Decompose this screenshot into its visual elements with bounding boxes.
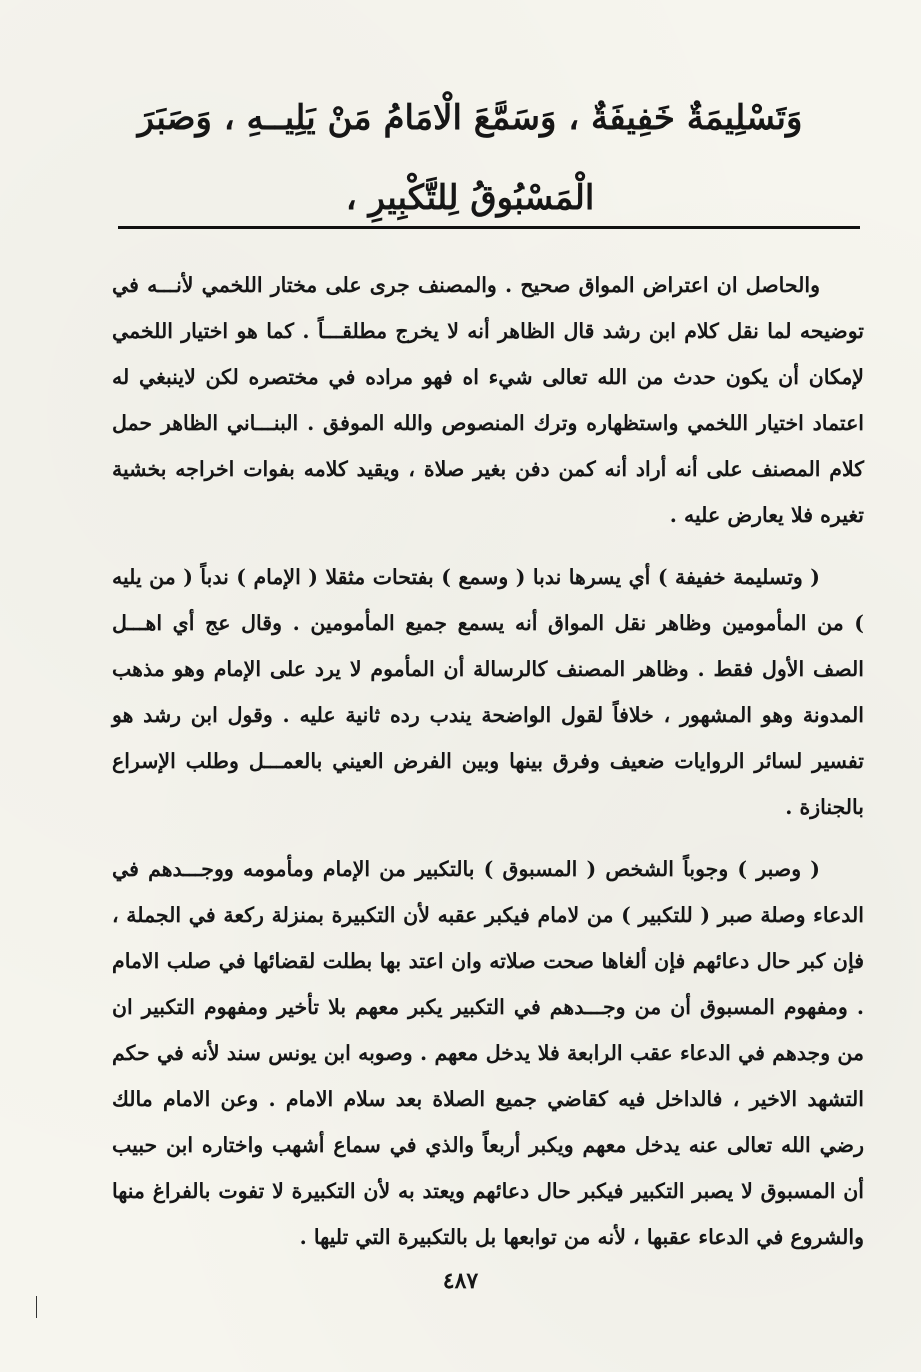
commentary-body <box>112 262 864 1276</box>
matn-heading-line-2: الْمَسْبُوقُ لِلتَّكْبِيرِ ، <box>345 178 595 218</box>
matn-heading-line-1: وَتَسْلِيمَةٌ خَفِيفَةٌ ، وَسَمَّعَ الْامَامُ مَنْ يَلِيــهِ ، وَصَبَرَ <box>137 98 803 138</box>
page-number: ٤٨٧ <box>442 1268 479 1294</box>
heading-divider <box>118 226 860 229</box>
margin-mark <box>36 1296 37 1318</box>
matn-heading <box>110 78 830 238</box>
paragraph-1: والحاصل ان اعتراض المواق صحيح . والمصنف جرى على مختار اللخمي لأنـــه في توضيحه لما نقل كلام ابن رشد قال الظاهر أنه لا يخرج مطلقـــاً . كما هو اختيار اللخمي لإمكان أن يكون حدث من الله تعالى شيء اه فهو مراده في مختصره لكن لاينبغي له اعتماد اختيار اللخمي واستظهاره وترك المنصوص والله الموفق . البنـــاني الظاهر حمل كلام المصنف على أنه أراد أنه كمن دفن بغير صلاة ، ويقيد كلامه بفوات اخراجه بخشية تغيره فلا يعارض عليه . <box>112 273 864 527</box>
paragraph-2: ( وتسليمة خفيفة ) أي يسرها ندبا ( وسمع ) بفتحات مثقلا ( الإمام ) ندباً ( من يليه ) من المأمومين وظاهر نقل المواق أنه يسمع جميع المأمومين . وقال عج أي اهـــل الصف الأول فقط . وظاهر المصنف كالرسالة أن المأموم لا يرد على الإمام وهو مذهب المدونة وهو المشهور ، خلافاً لقول الواضحة يندب رده ثانية عليه . وقول ابن رشد هو تفسير لسائر الروايات ضعيف وفرق بينها وبين الفرض العيني بالعمـــل وطلب الإسراع بالجنازة . <box>112 565 864 819</box>
paragraph-3: ( وصبر ) وجوباً الشخص ( المسبوق ) بالتكبير من الإمام ومأمومه ووجـــدهم في الدعاء وصلة صبر ( للتكبير ) من لامام فيكبر عقبه لأن التكبيرة بمنزلة ركعة في الجملة ، فإن كبر حال دعائهم فإن ألغاها صحت صلاته وان اعتد بها بطلت لقضائها في صلب الامام . ومفهوم المسبوق أن من وجـــدهم في التكبير يكبر معهم بلا تأخير ومفهوم التكبير ان من وجدهم في الدعاء عقب الرابعة فلا يدخل معهم . وصوبه ابن يونس سند لأنه في حكم التشهد الاخير ، فالداخل فيه كقاضي جميع الصلاة بعد سلام الامام . وعن الامام مالك رضي الله تعالى عنه يدخل معهم ويكبر أربعاً والذي في سماع أشهب واختاره ابن حبيب أن المسبوق لا يصبر التكبير فيكبر حال دعائهم ويعتد به لأن التكبيرة لا تفوت بالفراغ منها والشروع في الدعاء عقبها ، لأنه من توابعها بل بالتكبيرة التي تليها . <box>112 857 864 1249</box>
